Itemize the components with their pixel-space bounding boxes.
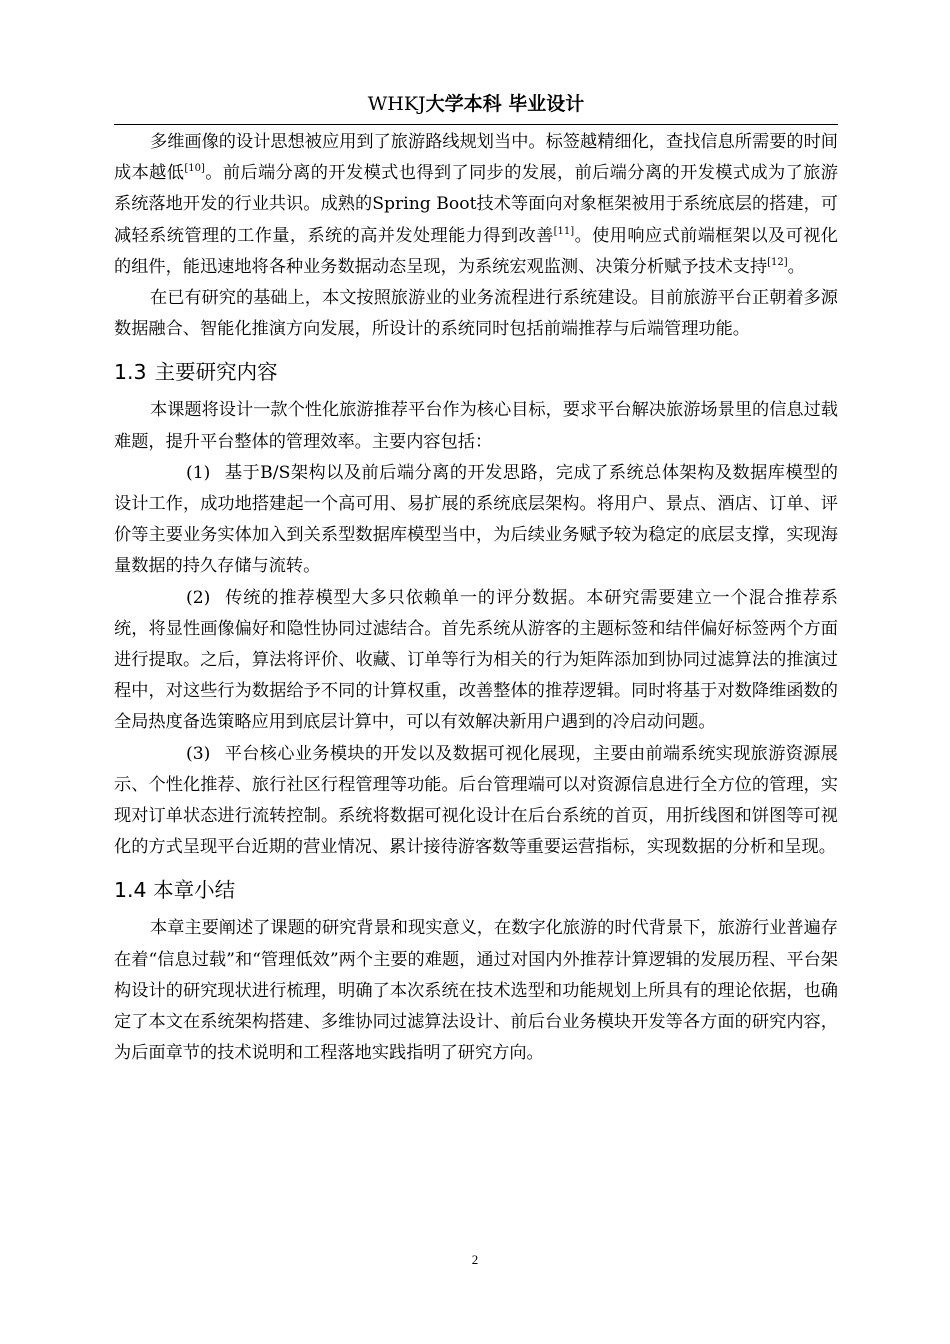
intro-paragraph-1-tail2: 。使用响应式前端框架以及可视化的组件，能迅速地将各种业务数据动态呈现，为系统宏观监测、决策分析赋予技术支持 [114, 225, 838, 277]
intro-paragraph-1 [114, 127, 838, 283]
list-item-text: 平台核心业务模块的开发以及数据可视化展现，主要由前端系统实现旅游资源展示、个性化推荐、旅行社区行程管理等功能。后台管理端可以对资源信息进行全方位的管理，实现对订单状态进行流转控制。系统将数据可视化设计在后台系统的首页，用折线图和饼图等可视化的方式呈现平台近期的营业情况、累计接待游客数等重要运营指标，实现数据的分析和呈现。 [114, 743, 838, 858]
section-1-4-paragraph: 本章主要阐述了课题的研究背景和现实意义，在数字化旅游的时代背景下，旅游行业普遍存在着“信息过载”和“管理低效”两个主要的难题，通过对国内外推荐计算逻辑的发展历程、平台架构设计的研究现状进行梳理，明确了本次系统在技术选型和功能规划上所具有的理论依据，也确定了本文在系统架构搭建、多维协同过滤算法设计、前后台业务模块开发等各方面的研究内容，为后面章节的技术说明和工程落地实践指明了研究方向。 [114, 918, 838, 1064]
list-item-text: 基于B/S架构以及前后端分离的开发思路，完成了系统总体架构及数据库模型的设计工作，成功地搭建起一个高可用、易扩展的系统底层架构。将用户、景点、酒店、订单、评价等主要业务实体加入到关系型数据库模型当中，为后续业务赋予较为稳定的底层支撑，实现海量数据的持久存储与流转。 [114, 462, 838, 577]
citation-10: [10] [184, 163, 205, 175]
intro-paragraph-1-tail3: 。 [787, 256, 805, 277]
intro-paragraph-1-tail: 。前后端分离的开发模式也得到了同步的发展，前后端分离的开发模式成为了旅游系统落地开发的行业共识。成熟的Spring Boot技术等面向对象框架被用于系统底层的搭建，可减轻系统管理的工作量，系统的高并发处理能力得到改善 [114, 163, 838, 246]
list-item-1 [114, 458, 838, 583]
list-item-text: 传统的推荐模型大多只依赖单一的评分数据。本研究需要建立一个混合推荐系统，将显性画像偏好和隐性协同过滤结合。首先系统从游客的主题标签和结伴偏好标签两个方面进行提取。之后，算法将评价、收藏、订单等行为相关的行为矩阵添加到协同过滤算法的推演过程中，对这些行为数据给予不同的计算权重，改善整体的推荐逻辑。同时将基于对数降维函数的全局热度备选策略应用到底层计算中，可以有效解决新用户遇到的冷启动问题。 [114, 587, 838, 733]
list-item-number: (2) [186, 587, 211, 608]
body-content [114, 127, 838, 1069]
section-number: 1.3 [114, 360, 147, 385]
list-item-number: (3) [186, 743, 211, 764]
intro-paragraph-1-text: 多维画像的设计思想被应用到了旅游路线规划当中。标签越精细化，查找信息所需要的时间成本越低 [114, 132, 838, 184]
section-title: 本章小结 [153, 878, 236, 903]
section-number: 1.4 [114, 878, 147, 903]
running-header [114, 88, 838, 125]
section-heading-1-4 [114, 873, 838, 907]
page-number: 2 [471, 1252, 479, 1267]
list-item-2 [114, 583, 838, 739]
list-item-number: (1) [186, 462, 211, 483]
citation-11: [11] [553, 225, 575, 237]
citation-12: [12] [767, 256, 788, 268]
list-item-3 [114, 739, 838, 864]
intro-paragraph-2: 在已有研究的基础上，本文按照旅游业的业务流程进行系统建设。目前旅游平台正朝着多源数据融合、智能化推演方向发展，所设计的系统同时包括前端推荐与后端管理功能。 [114, 288, 838, 340]
section-heading-1-3 [114, 355, 838, 389]
section-1-3-intro: 本课题将设计一款个性化旅游推荐平台作为核心目标，要求平台解决旅游场景里的信息过载难题，提升平台整体的管理效率。主要内容包括： [114, 400, 838, 452]
header-title: 大学本科 毕业设计 [425, 93, 585, 115]
header-prefix: WHKJ [367, 93, 426, 115]
document-page [114, 88, 838, 1069]
section-title: 主要研究内容 [154, 360, 278, 385]
